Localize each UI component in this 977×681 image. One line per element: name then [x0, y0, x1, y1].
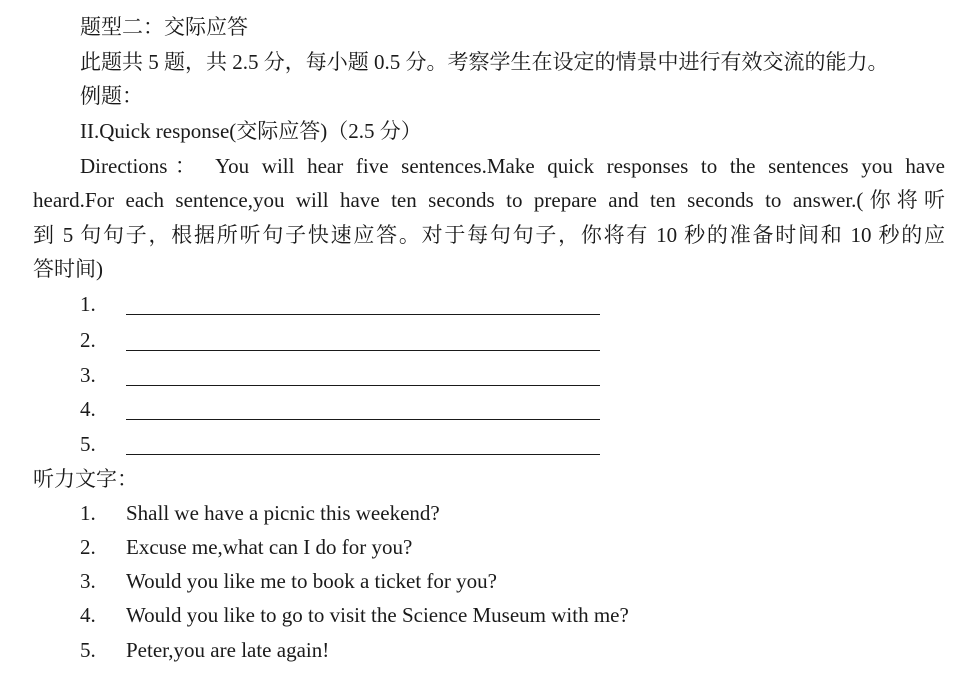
answer-line [126, 314, 600, 315]
directions-line-2: heard.For each sentence,you will have ten seconds to prepare and ten seconds to answer.(你将听 [33, 188, 945, 212]
transcript-item [80, 533, 412, 561]
answer-blank [80, 361, 124, 389]
transcript-label: 听力文字： [33, 467, 138, 491]
transcript-number: 3. [80, 569, 96, 593]
section-title: II.Quick response(交际应答)（2.5 分） [80, 119, 422, 143]
transcript-item [80, 499, 440, 527]
directions-line-1: Directions： You will hear five sentences.Make quick responses to the sentences you have [80, 154, 945, 178]
transcript-item [80, 567, 497, 595]
transcript-text: Peter,you are late again! [126, 638, 330, 662]
transcript-text: Would you like to go to visit the Science Museum with me? [126, 603, 629, 627]
answer-line [126, 454, 600, 455]
answer-number: 2. [80, 328, 96, 352]
directions-line-3: 到 5 句句子，根据所听句子快速应答。对于每句句子，你将有 10 秒的准备时间和 10 秒的应 [33, 223, 945, 247]
answer-number: 1. [80, 292, 96, 316]
intro-text: 此题共 5 题，共 2.5 分，每小题 0.5 分。考察学生在设定的情景中进行有效交流的能力。 [80, 50, 889, 74]
transcript-text: Excuse me,what can I do for you? [126, 535, 413, 559]
answer-blank [80, 430, 124, 458]
answer-blank [80, 326, 124, 354]
answer-blank [80, 290, 124, 318]
answer-line [126, 385, 600, 386]
transcript-number: 2. [80, 535, 96, 559]
transcript-number: 4. [80, 603, 96, 627]
section-heading: 题型二：交际应答 [80, 15, 248, 39]
answer-number: 3. [80, 363, 96, 387]
example-label: 例题： [80, 84, 143, 108]
transcript-text: Would you like me to book a ticket for you? [126, 569, 497, 593]
answer-number: 5. [80, 432, 96, 456]
directions-line-4: 答时间) [33, 257, 103, 281]
transcript-number: 1. [80, 501, 96, 525]
answer-line [126, 350, 600, 351]
transcript-item [80, 636, 329, 664]
transcript-text: Shall we have a picnic this weekend? [126, 501, 440, 525]
answer-blank [80, 395, 124, 423]
transcript-item [80, 601, 629, 629]
answer-line [126, 419, 600, 420]
answer-number: 4. [80, 397, 96, 421]
transcript-number: 5. [80, 638, 96, 662]
